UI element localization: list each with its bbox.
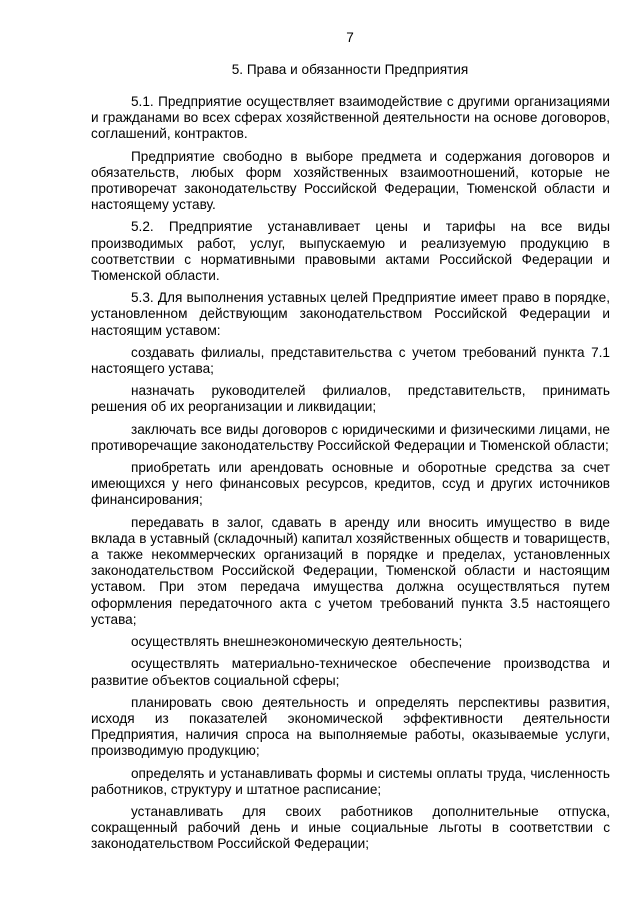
paragraph: определять и устанавливать формы и системы оплаты труда, численность работников, структуру и штатное расписание; [91, 765, 610, 797]
section-title: 5. Права и обязанности Предприятия [231, 62, 469, 77]
paragraph: 5.1. Предприятие осуществляет взаимодействие с другими организациями и гражданами во всех сферах хозяйственной деятельности на основе договоров, соглашений, контрактов. [91, 94, 610, 142]
paragraph: устанавливать для своих работников дополнительные отпуска, сокращенный рабочий день и иные социальные льготы в соответствии с законодательством Российской Федерации; [91, 803, 610, 852]
paragraph: Предприятие свободно в выборе предмета и содержания договоров и обязательств, любых форм хозяйственных взаимоотношений, которые не противоречат законодательству Российской Федерации, Тюменской области и настоящему уставу. [91, 148, 610, 213]
page-number: 7 [346, 30, 354, 45]
paragraph: осуществлять материально-техническое обеспечение производства и развитие объектов социальной сферы; [91, 656, 610, 688]
paragraph: 5.3. Для выполнения уставных целей Предприятие имеет право в порядке, установленном действующим законодательством Российской Федерации и настоящим уставом: [91, 290, 610, 338]
document-body [91, 94, 610, 859]
paragraph: 5.2. Предприятие устанавливает цены и тарифы на все виды производимых работ, услуг, выпускаемую и реализуемую продукцию в соответствии с нормативными правовыми актами Российской Федерации и Тюменской области. [91, 219, 610, 284]
paragraph: заключать все виды договоров с юридическими и физическими лицами, не противоречащие законодательству Российской Федерации и Тюменской области; [91, 421, 610, 453]
paragraph: осуществлять внешнеэкономическую деятельность; [131, 634, 463, 650]
paragraph: приобретать или арендовать основные и оборотные средства за счет имеющихся у него финансовых ресурсов, кредитов, ссуд и других источников финансирования; [91, 460, 610, 508]
paragraph: назначать руководителей филиалов, представительств, принимать решения об их реорганизации и ликвидации; [91, 383, 610, 415]
paragraph: создавать филиалы, представительства с учетом требований пункта 7.1 настоящего устава; [91, 344, 610, 377]
paragraph: планировать свою деятельность и определять перспективы развития, исходя из показателей экономической эффективности деятельности Предприятия, наличия спроса на выполняемые работы, оказываемые услуги, производимую продукцию; [91, 694, 610, 759]
paragraph: передавать в залог, сдавать в аренду или вносить имущество в виде вклада в уставный (складочный) капитал хозяйственных обществ и товариществ, а также некоммерческих организаций в порядке и пределах, установленных законодательством Российской Федерации, Тюменской области и настоящим уставом. При этом передача имущества должна осуществляться путем оформления передаточного акта с учетом требований пункта 3.5 настоящего устава; [91, 514, 610, 627]
